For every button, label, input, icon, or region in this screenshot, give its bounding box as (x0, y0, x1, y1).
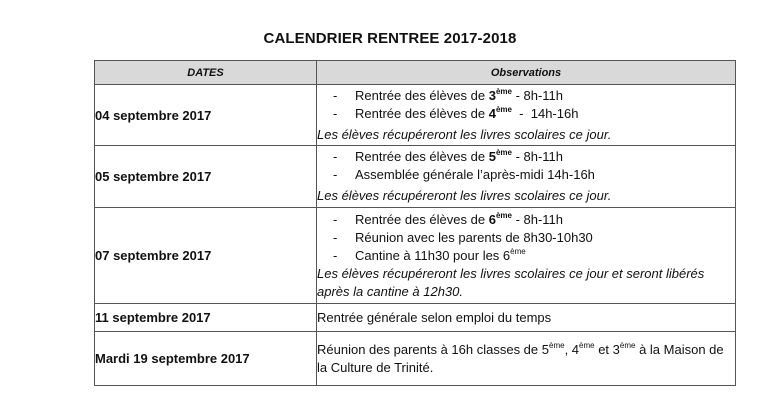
class-number: 5 (488, 149, 496, 164)
note-text: Les élèves récupéreront les livres scolaires ce jour et seront libérés après la cantine à 12h30. (317, 265, 705, 299)
item-text: Rentrée des élèves de (355, 105, 489, 121)
item-text: Réunion avec les parents de 8h30-10h30 (355, 229, 593, 245)
bullet-dash: - (333, 211, 338, 227)
row-date: 11 septembre 2017 (95, 304, 317, 332)
ordinal-suffix: ème (495, 148, 512, 157)
obs-text: à la Maison de la Culture de Trinité. (317, 341, 724, 375)
ordinal-suffix: ème (495, 210, 512, 220)
list-item (317, 87, 735, 105)
table-row (95, 332, 736, 386)
item-text: Rentrée des élèves de (355, 87, 489, 103)
note-text: Les élèves récupéreront les livres scolaires ce jour. (317, 126, 612, 142)
bullet-dash: - (333, 87, 338, 103)
row-observations (317, 332, 736, 386)
item-text: Rentrée des élèves de (355, 211, 489, 227)
row-observations: Rentrée générale selon emploi du temps (317, 304, 736, 332)
table-row (95, 85, 736, 146)
ordinal-suffix: ème (549, 340, 565, 350)
item-time: - 14h-16h (511, 105, 579, 121)
row-date: 04 septembre 2017 (95, 85, 317, 146)
row-observations (317, 146, 736, 208)
table-row (95, 146, 736, 208)
obs-text: et 3 (594, 341, 620, 357)
header-observations: Observations (317, 61, 736, 85)
bullet-dash: - (333, 247, 338, 263)
list-item (317, 166, 735, 184)
bullet-dash: - (333, 149, 338, 164)
list-item (317, 247, 735, 265)
ordinal-suffix: ème (495, 86, 512, 96)
item-text: Cantine à 11h30 pour les 6 (355, 247, 511, 263)
list-item (317, 211, 735, 229)
header-dates: DATES (95, 61, 317, 85)
obs-text: , 4 (564, 341, 580, 357)
table-row (95, 208, 736, 304)
row-date: 07 septembre 2017 (95, 208, 317, 304)
row-date: 05 septembre 2017 (95, 146, 317, 208)
calendar-table (94, 60, 736, 386)
bullet-dash: - (333, 167, 338, 182)
row-observations (317, 85, 736, 146)
obs-text: Réunion des parents à 16h classes de 5 (317, 341, 549, 357)
class-number: 4 (488, 105, 496, 121)
class-number: 3 (488, 87, 496, 103)
table-header-row (95, 61, 736, 85)
list-item (317, 229, 735, 247)
item-time: - 8h-11h (511, 211, 564, 227)
table-row (95, 304, 736, 332)
bullet-dash: - (333, 229, 338, 245)
ordinal-suffix: ème (619, 340, 636, 350)
item-text: Rentrée des élèves de (355, 149, 489, 164)
item-time: - 8h-11h (511, 87, 564, 103)
ordinal-suffix: ème (495, 104, 512, 114)
class-number: 6 (488, 211, 496, 227)
ordinal-suffix: ème (579, 340, 595, 350)
page-title: CALENDRIER RENTREE 2017-2018 (263, 30, 517, 47)
list-item (317, 148, 735, 166)
ordinal-suffix: ème (510, 246, 526, 256)
item-text: Assemblée générale l’après-midi 14h-16h (355, 167, 595, 182)
row-observations (317, 208, 736, 304)
bullet-dash: - (333, 105, 338, 121)
item-time: - 8h-11h (511, 149, 564, 164)
row-date: Mardi 19 septembre 2017 (95, 332, 317, 386)
note-text: Les élèves récupéreront les livres scolaires ce jour. (317, 188, 612, 203)
list-item (317, 105, 735, 123)
